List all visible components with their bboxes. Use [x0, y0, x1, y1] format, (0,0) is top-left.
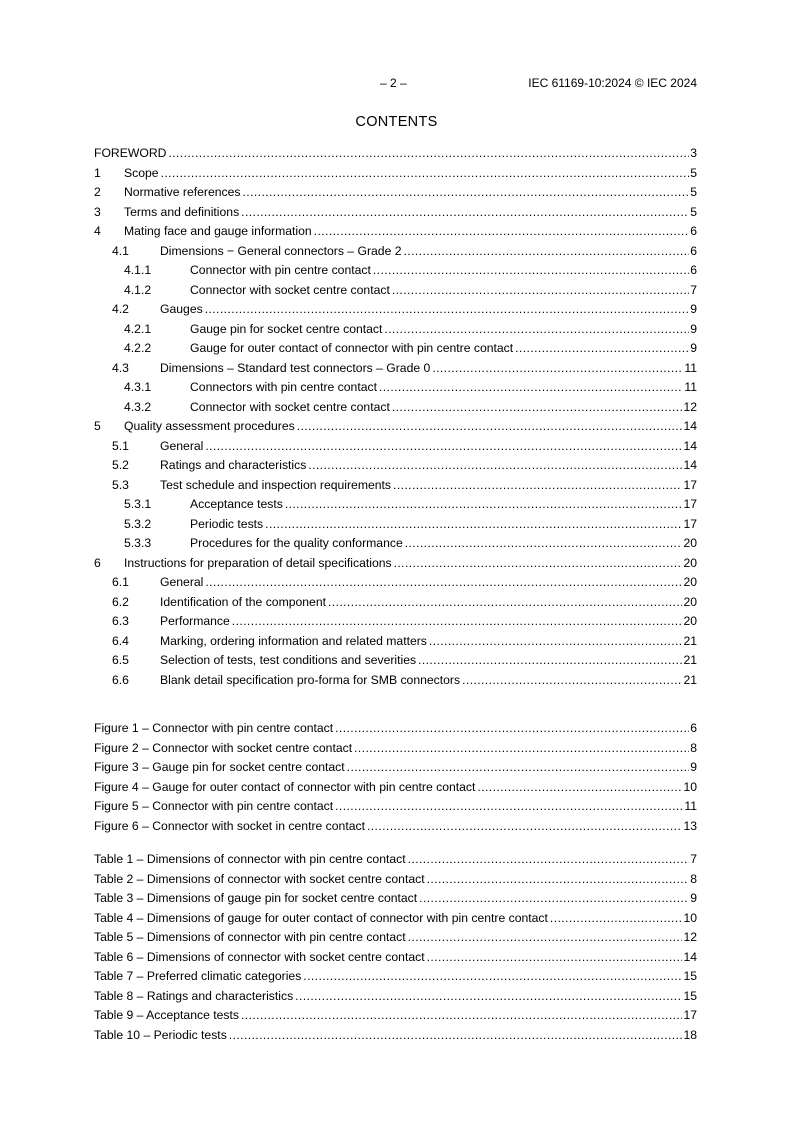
toc-dot-leader — [427, 870, 690, 890]
toc-entry-label: Figure 4 – Gauge for outer contact of connector with pin centre contact — [94, 779, 476, 794]
toc-dot-leader — [404, 242, 690, 262]
toc-entry-page: 8 — [690, 871, 697, 886]
toc-dot-leader — [295, 987, 682, 1007]
toc-entry-page: 5 — [690, 204, 697, 219]
toc-entry-page: 17 — [683, 477, 697, 492]
toc-entry[interactable] — [94, 339, 697, 359]
toc-dot-leader — [408, 850, 690, 870]
toc-entry[interactable] — [94, 417, 697, 437]
toc-entry[interactable] — [94, 144, 697, 164]
toc-dot-leader — [373, 261, 689, 281]
page-title: CONTENTS — [355, 114, 438, 130]
page-header — [0, 76, 793, 92]
toc-entry[interactable] — [94, 437, 697, 457]
toc-entry-label: Marking, ordering information and related matters — [160, 633, 427, 648]
toc-entry[interactable] — [94, 222, 697, 242]
figure-entry[interactable] — [94, 739, 697, 759]
toc-entry-label: Instructions for preparation of detail specifications — [124, 555, 392, 570]
toc-entry-label: Figure 1 – Connector with pin centre contact — [94, 721, 334, 735]
toc-dot-leader — [379, 378, 683, 398]
toc-dot-leader — [394, 554, 683, 574]
toc-dot-leader — [297, 417, 683, 437]
toc-entry-label: Gauge pin for socket centre contact — [190, 321, 383, 336]
toc-dot-leader — [328, 593, 682, 613]
toc-entry-label: Terms and definitions — [124, 204, 240, 219]
page-number: – 2 – — [380, 76, 407, 90]
toc-dot-leader — [335, 719, 689, 739]
toc-entry-label: Connector with pin centre contact — [190, 263, 371, 277]
toc-entry-number: 6.2 — [112, 594, 129, 609]
toc-dot-leader — [241, 203, 689, 223]
toc-entry-number: 5.1 — [112, 438, 129, 453]
toc-entry-page: 9 — [690, 302, 697, 316]
toc-entry-page: 6 — [690, 721, 697, 735]
toc-dot-leader — [335, 797, 683, 817]
toc-entry-page: 20 — [683, 575, 697, 589]
toc-dot-leader — [168, 144, 689, 164]
toc-entry-label: Blank detail specification pro-forma for SMB connectors — [160, 672, 461, 687]
toc-entry-number: 5.2 — [112, 458, 129, 472]
toc-dot-leader — [367, 817, 682, 837]
toc-entry[interactable] — [94, 164, 697, 184]
toc-entry[interactable] — [94, 651, 697, 671]
toc-entry-page: 20 — [683, 555, 697, 570]
toc-dot-leader — [241, 1006, 682, 1026]
toc-entry[interactable] — [94, 534, 697, 554]
toc-entry[interactable] — [94, 320, 697, 340]
toc-entry-page: 17 — [683, 1008, 697, 1022]
toc-entry-label: Performance — [160, 614, 230, 628]
toc-entry-page: 17 — [683, 516, 697, 531]
toc-entry-label: Gauge for outer contact of connector with pin centre contact — [190, 341, 514, 355]
toc-entry-label: Quality assessment procedures — [124, 419, 295, 433]
toc-entry[interactable] — [94, 495, 697, 515]
toc-entry-page: 21 — [683, 653, 697, 667]
toc-entry-page: 15 — [683, 988, 697, 1003]
toc-entry-label: Mating face and gauge information — [124, 224, 312, 238]
toc-entry-number: 5.3.3 — [124, 536, 152, 550]
toc-entry-page: 3 — [690, 146, 697, 160]
toc-entry[interactable] — [94, 398, 697, 418]
toc-entry-page: 11 — [684, 380, 697, 394]
toc-entry-label: Table 6 – Dimensions of connector with socket centre contact — [94, 949, 425, 964]
toc-entry[interactable] — [94, 359, 697, 379]
toc-dot-leader — [418, 651, 682, 671]
figure-list — [94, 719, 697, 836]
toc-entry[interactable] — [94, 281, 697, 301]
toc-entry-number: 4.3.1 — [124, 380, 152, 394]
toc-entry[interactable] — [94, 573, 697, 593]
toc-entry[interactable] — [94, 554, 697, 574]
toc-entry-label: General — [160, 575, 204, 589]
figure-entry[interactable] — [94, 758, 697, 778]
toc-entry-page: 11 — [684, 360, 697, 375]
toc-entry-page: 17 — [683, 497, 697, 511]
toc-entry-number: 4.2 — [112, 302, 129, 316]
toc-dot-leader — [462, 671, 682, 691]
toc-entry-page: 21 — [683, 633, 697, 648]
toc-entry-number: 2 — [94, 185, 101, 199]
table-entry[interactable] — [94, 870, 697, 890]
toc-entry-page: 9 — [690, 341, 697, 355]
toc-entry-label: Figure 6 – Connector with socket in centre contact — [94, 818, 365, 833]
toc-dot-leader — [432, 359, 683, 379]
toc-entry[interactable] — [94, 300, 697, 320]
toc-entry-number: 6 — [94, 555, 101, 570]
toc-entry-number: 5.3.2 — [124, 516, 152, 531]
toc-dot-leader — [314, 222, 690, 242]
table-entry[interactable] — [94, 948, 697, 968]
toc-entry-page: 5 — [690, 165, 697, 180]
toc-entry[interactable] — [94, 515, 697, 535]
toc-dot-leader — [303, 967, 682, 987]
toc-entry[interactable] — [94, 671, 697, 691]
toc-entry-page: 14 — [683, 438, 697, 453]
toc-entry-page: 6 — [690, 224, 697, 238]
toc-entry-page: 12 — [683, 930, 697, 944]
table-entry[interactable] — [94, 928, 697, 948]
toc-entry-page: 7 — [690, 282, 697, 297]
toc-entry-page: 5 — [690, 185, 697, 199]
toc-entry[interactable] — [94, 242, 697, 262]
toc-entry-number: 5.3 — [112, 477, 129, 492]
toc-entry-page: 20 — [683, 614, 697, 628]
toc-entry-page: 10 — [683, 910, 697, 925]
toc-entry-label: Table 7 – Preferred climatic categories — [94, 969, 302, 983]
toc-entry-page: 14 — [683, 949, 697, 964]
toc-dot-leader — [392, 398, 683, 418]
toc-entry-number: 3 — [94, 204, 101, 219]
toc-entry-page: 8 — [690, 740, 697, 755]
toc-entry-label: Table 3 – Dimensions of gauge pin for socket centre contact — [94, 891, 418, 905]
table-entry[interactable] — [94, 909, 697, 929]
toc-entry-label: General — [160, 438, 204, 453]
toc-entry-page: 14 — [683, 458, 697, 472]
toc-entry-label: Periodic tests — [190, 516, 264, 531]
toc-dot-leader — [161, 164, 690, 184]
toc-dot-leader — [429, 632, 683, 652]
toc-entry-page: 6 — [690, 243, 697, 258]
toc-entry-number: 5.3.1 — [124, 497, 152, 511]
toc-entry-page: 14 — [683, 419, 697, 433]
toc-entry-label: Scope — [124, 165, 159, 180]
table-entry[interactable] — [94, 1006, 697, 1026]
toc-entry-number: 5 — [94, 419, 101, 433]
toc-dot-leader — [405, 534, 683, 554]
toc-entry-label: Table 10 – Periodic tests — [94, 1027, 227, 1042]
toc-dot-leader — [229, 1026, 683, 1046]
table-entry[interactable] — [94, 1026, 697, 1046]
table-list — [94, 850, 697, 1045]
table-entry[interactable] — [94, 850, 697, 870]
toc-entry-label: Procedures for the quality conformance — [190, 536, 403, 550]
toc-entry-page: 10 — [683, 779, 697, 794]
toc-entry-page: 9 — [690, 321, 697, 336]
toc-entry-number: 6.6 — [112, 672, 129, 687]
toc-list — [94, 144, 697, 690]
toc-dot-leader — [205, 300, 690, 320]
toc-dot-leader — [408, 928, 683, 948]
toc-entry-label: Figure 2 – Connector with socket centre contact — [94, 740, 353, 755]
toc-entry-label: Acceptance tests — [190, 497, 283, 511]
toc-entry-label: Connector with socket centre contact — [190, 282, 390, 297]
toc-entry-label: Table 1 – Dimensions of connector with pin centre contact — [94, 852, 406, 866]
toc-entry-page: 12 — [683, 399, 697, 414]
toc-dot-leader — [205, 437, 682, 457]
toc-entry-label: Table 8 – Ratings and characteristics — [94, 988, 294, 1003]
toc-dot-leader — [392, 281, 689, 301]
toc-dot-leader — [427, 948, 683, 968]
toc-entry-label: Connectors with pin centre contact — [190, 380, 377, 394]
toc-entry-label: Normative references — [124, 185, 241, 199]
toc-entry-label: Test schedule and inspection requirements — [160, 477, 392, 492]
figure-entry[interactable] — [94, 719, 697, 739]
toc-entry-label: Ratings and characteristics — [160, 458, 307, 472]
toc-entry-number: 6.3 — [112, 614, 129, 628]
toc-entry[interactable] — [94, 612, 697, 632]
toc-entry-number: 4.2.2 — [124, 341, 152, 355]
toc-entry-page: 20 — [683, 594, 697, 609]
toc-dot-leader — [550, 909, 683, 929]
toc-entry-number: 4.2.1 — [124, 321, 152, 336]
toc-dot-leader — [205, 573, 682, 593]
toc-entry[interactable] — [94, 593, 697, 613]
toc-entry-page: 6 — [690, 263, 697, 277]
toc-entry-label: FOREWORD — [94, 146, 167, 160]
toc-entry[interactable] — [94, 261, 697, 281]
toc-entry-number: 4.3.2 — [124, 399, 152, 414]
toc-entry-label: Identification of the component — [160, 594, 326, 609]
toc-entry-page: 20 — [683, 536, 697, 550]
toc-entry-page: 21 — [683, 672, 697, 687]
toc-entry-page: 9 — [690, 891, 697, 905]
toc-entry-label: Table 9 – Acceptance tests — [94, 1008, 239, 1022]
toc-entry-label: Figure 3 – Gauge pin for socket centre contact — [94, 760, 345, 774]
toc-dot-leader — [347, 758, 690, 778]
toc-entry-number: 6.4 — [112, 633, 129, 648]
toc-entry[interactable] — [94, 456, 697, 476]
toc-entry-label: Gauges — [160, 302, 203, 316]
toc-entry-number: 4.1.1 — [124, 263, 152, 277]
toc-entry-page: 11 — [684, 799, 697, 813]
toc-dot-leader — [384, 320, 689, 340]
toc-entry-label: Dimensions − General connectors – Grade 2 — [160, 243, 402, 258]
table-entry[interactable] — [94, 889, 697, 909]
toc-entry-page: 13 — [683, 818, 697, 833]
toc-entry-number: 4.3 — [112, 360, 129, 375]
toc-dot-leader — [515, 339, 689, 359]
toc-entry[interactable] — [94, 378, 697, 398]
toc-entry-label: Dimensions – Standard test connectors – Grade 0 — [160, 360, 431, 375]
toc-entry-number: 4.1 — [112, 243, 129, 258]
toc-entry-page: 18 — [683, 1027, 697, 1042]
document-id: IEC 61169-10:2024 © IEC 2024 — [528, 76, 697, 90]
toc-entry[interactable] — [94, 476, 697, 496]
figure-entry[interactable] — [94, 797, 697, 817]
figure-entry[interactable] — [94, 817, 697, 837]
toc-entry-label: Figure 5 – Connector with pin centre contact — [94, 799, 334, 813]
toc-entry-number: 6.5 — [112, 653, 129, 667]
toc-entry[interactable] — [94, 183, 697, 203]
toc-entry-label: Table 5 – Dimensions of connector with pin centre contact — [94, 930, 406, 944]
toc-dot-leader — [285, 495, 683, 515]
toc-dot-leader — [393, 476, 682, 496]
toc-dot-leader — [243, 183, 690, 203]
toc-dot-leader — [354, 739, 689, 759]
toc-entry[interactable] — [94, 203, 697, 223]
toc-entry-number: 4.1.2 — [124, 282, 152, 297]
toc-entry-label: Connector with socket centre contact — [190, 399, 390, 414]
toc-entry-page: 7 — [690, 852, 697, 866]
toc-dot-leader — [232, 612, 683, 632]
toc-entry-label: Selection of tests, test conditions and severities — [160, 653, 417, 667]
toc-entry-number: 4 — [94, 224, 101, 238]
figure-entry[interactable] — [94, 778, 697, 798]
toc-entry-page: 15 — [683, 969, 697, 983]
toc-entry-number: 6.1 — [112, 575, 129, 589]
toc-dot-leader — [308, 456, 682, 476]
toc-dot-leader — [419, 889, 689, 909]
table-entry[interactable] — [94, 967, 697, 987]
toc-entry-label: Table 4 – Dimensions of gauge for outer contact of connector with pin centre contact — [94, 910, 548, 925]
toc-dot-leader — [477, 778, 682, 798]
toc-entry-page: 9 — [690, 760, 697, 774]
toc-entry-number: 1 — [94, 165, 101, 180]
table-entry[interactable] — [94, 987, 697, 1007]
toc-dot-leader — [265, 515, 682, 535]
toc-entry-label: Table 2 – Dimensions of connector with socket centre contact — [94, 871, 425, 886]
toc-entry[interactable] — [94, 632, 697, 652]
